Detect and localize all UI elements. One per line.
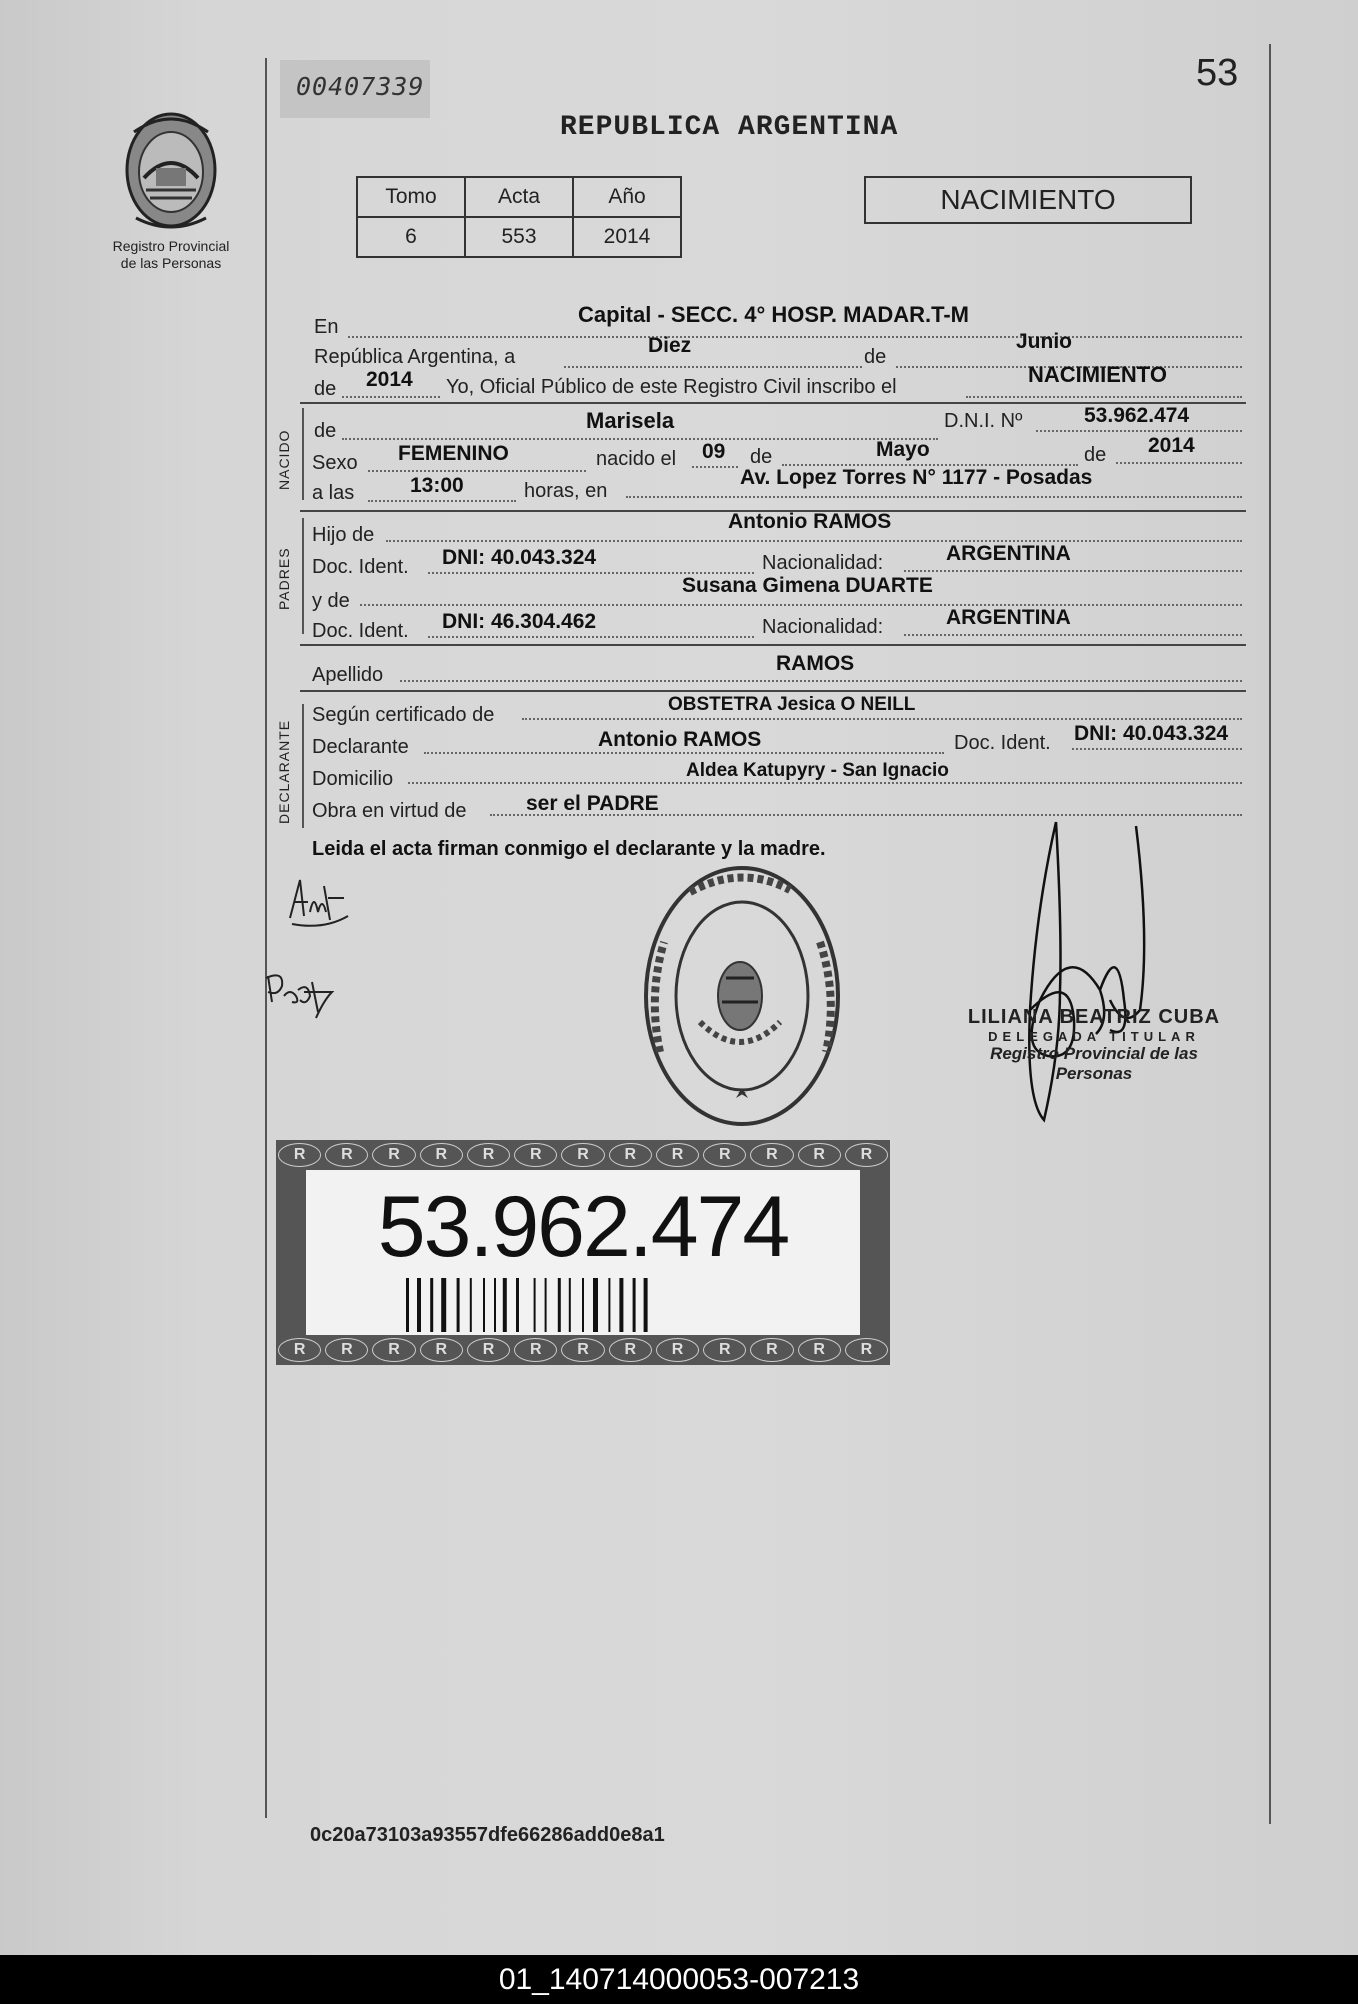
dotted-line — [360, 604, 1242, 606]
father-name-value: Antonio RAMOS — [728, 510, 892, 533]
dotted-line — [400, 680, 1242, 682]
section-label-nacido: NACIDO — [276, 429, 292, 490]
country-title: REPUBLICA ARGENTINA — [560, 112, 899, 143]
barcode-bar — [417, 1278, 421, 1332]
father-nacionalidad-label: Nacionalidad: — [762, 552, 884, 574]
official-office: Registro Provincial de las Personas — [990, 1044, 1198, 1083]
declarante-name-value: Antonio RAMOS — [598, 728, 762, 751]
barcode-bar — [633, 1278, 636, 1332]
barcode-bar — [558, 1278, 561, 1332]
apellido-value: RAMOS — [776, 652, 855, 675]
republica-label: República Argentina, a — [314, 346, 516, 368]
en-label: En — [314, 316, 339, 338]
table-value-acta: 553 — [465, 217, 573, 257]
table-value-tomo: 6 — [357, 217, 465, 257]
birth-year-value: 2014 — [1148, 434, 1195, 457]
barcode-bar — [457, 1278, 460, 1332]
dotted-line — [522, 718, 1242, 720]
barcode-bar — [582, 1278, 584, 1332]
dotted-line — [904, 634, 1242, 636]
serial-number: 00407339 — [280, 60, 430, 118]
barcode-bar — [608, 1278, 610, 1332]
domicilio-value: Aldea Katupyry - San Ignacio — [686, 760, 949, 781]
dotted-line — [386, 540, 1242, 542]
table-header-tomo: Tomo — [357, 177, 465, 217]
logo-caption-line2: de las Personas — [120, 255, 222, 271]
birth-de-label: de — [750, 446, 773, 468]
barcode-bar — [569, 1278, 571, 1332]
time-value: 13:00 — [410, 474, 464, 497]
domicilio-label: Domicilio — [312, 768, 394, 790]
birth-month-value: Mayo — [876, 438, 930, 461]
barcode-bar — [406, 1278, 409, 1332]
mother-doc-label: Doc. Ident. — [312, 620, 409, 642]
footer-file-id: 01_140714000053-007213 — [0, 1955, 1358, 2004]
barcode-bar — [593, 1278, 598, 1332]
barcode-bar — [430, 1278, 433, 1332]
dotted-line — [1036, 430, 1242, 432]
dotted-line — [692, 466, 738, 468]
dotted-line — [342, 396, 440, 398]
mother-doc-value: DNI: 46.304.462 — [442, 610, 597, 633]
obra-value: ser el PADRE — [526, 792, 659, 815]
section-label-declarante: DECLARANTE — [276, 719, 292, 824]
barcode-label — [276, 1140, 890, 1365]
section-bracket — [302, 408, 304, 500]
declarante-doc-value: DNI: 40.043.324 — [1074, 722, 1229, 745]
dotted-line — [904, 570, 1242, 572]
mother-name-value: Susana Gimena DUARTE — [682, 574, 933, 597]
closing-statement: Leida el acta firman conmigo el declarante y la madre. — [312, 838, 826, 860]
child-name-value: Marisela — [586, 408, 675, 433]
official-role: DELEGADA TITULAR — [988, 1029, 1200, 1044]
dotted-line — [564, 366, 862, 368]
a-las-label: a las — [312, 482, 355, 504]
sexo-label: Sexo — [312, 452, 358, 474]
birth-place-value: Av. Lopez Torres N° 1177 - Posadas — [740, 466, 1093, 489]
mother-nacionalidad-label: Nacionalidad: — [762, 616, 884, 638]
logo-caption — [96, 238, 246, 272]
birth-day-value: 09 — [702, 440, 726, 463]
dotted-line — [428, 636, 754, 638]
dotted-line — [342, 438, 938, 440]
section-bracket — [302, 518, 304, 634]
barcode-bar — [483, 1278, 485, 1332]
certificado-value: OBSTETRA Jesica O NEILL — [668, 694, 916, 715]
declarante-doc-label: Doc. Ident. — [954, 732, 1051, 754]
year-value: 2014 — [366, 368, 413, 391]
mother-signature — [262, 962, 338, 1022]
table-header-acta: Acta — [465, 177, 573, 217]
logo-caption-line1: Registro Provincial — [112, 238, 230, 254]
inscribo-text: Yo, Oficial Público de este Registro Civil inscribo el — [446, 376, 897, 398]
nacido-de-label: de — [314, 420, 337, 442]
declarante-label: Declarante — [312, 736, 409, 758]
barcode-number: 53.962.474 — [377, 1179, 789, 1275]
dotted-line — [368, 470, 586, 472]
barcode-inner — [306, 1170, 860, 1335]
nacido-el-label: nacido el — [596, 448, 677, 470]
father-doc-value: DNI: 40.043.324 — [442, 546, 597, 569]
barcode-bar — [619, 1278, 623, 1332]
father-doc-label: Doc. Ident. — [312, 556, 409, 578]
barcode-bar — [494, 1278, 496, 1332]
inscribo-value: NACIMIENTO — [1028, 362, 1167, 387]
record-table — [356, 176, 682, 258]
day-value: Diez — [648, 334, 692, 357]
child-dni-value: 53.962.474 — [1084, 404, 1190, 427]
obra-label: Obra en virtud de — [312, 800, 467, 822]
certificado-label: Según certificado de — [312, 704, 495, 726]
dotted-line — [966, 396, 1242, 398]
dotted-line — [626, 496, 1242, 498]
section-label-padres: PADRES — [276, 547, 292, 610]
location-value: Capital - SECC. 4° HOSP. MADAR.T-M — [578, 302, 969, 327]
barcode-top-pattern: R R R R R R R R R R R R R — [276, 1140, 890, 1170]
barcode-bars — [406, 1278, 762, 1332]
official-block — [954, 1006, 1234, 1084]
right-margin-line — [1269, 44, 1271, 1824]
office-stamp — [640, 862, 844, 1130]
birth-de-label-2: de — [1084, 444, 1107, 466]
sexo-value: FEMENINO — [398, 442, 509, 465]
record-type-box: NACIMIENTO — [864, 176, 1192, 224]
section-divider — [300, 644, 1246, 646]
barcode-bottom-pattern: R R R R R R R R R R R R R — [276, 1335, 890, 1365]
dotted-line — [368, 500, 516, 502]
section-bracket — [302, 704, 304, 828]
section-divider — [300, 690, 1246, 692]
dotted-line — [348, 336, 1242, 338]
barcode-bar — [470, 1278, 472, 1332]
barcode-bar — [644, 1278, 648, 1332]
y-de-label: y de — [312, 590, 350, 612]
dni-label: D.N.I. Nº — [944, 410, 1023, 432]
barcode-bar — [534, 1278, 536, 1332]
page-number: 53 — [1196, 52, 1239, 94]
de-label: de — [864, 346, 887, 368]
dotted-line — [1072, 748, 1242, 750]
father-nationality-value: ARGENTINA — [946, 542, 1071, 565]
hijo-de-label: Hijo de — [312, 524, 375, 546]
official-name: LILIANA BEATRIZ CUBA — [967, 1006, 1221, 1028]
month-value: Junio — [1016, 330, 1072, 353]
mother-nationality-value: ARGENTINA — [946, 606, 1071, 629]
barcode-bar — [516, 1278, 519, 1332]
dotted-line — [408, 782, 1242, 784]
dotted-line — [1116, 462, 1242, 464]
de-year-label: de — [314, 378, 337, 400]
table-value-anio: 2014 — [573, 217, 681, 257]
document-hash: 0c20a73103a93557dfe66286add0e8a1 — [310, 1824, 665, 1846]
table-header-anio: Año — [573, 177, 681, 217]
horas-label: horas, en — [524, 480, 608, 502]
left-margin-line — [265, 58, 267, 1818]
declarante-signature — [284, 872, 354, 932]
barcode-bar — [545, 1278, 547, 1332]
barcode-bar — [441, 1278, 446, 1332]
barcode-bar — [503, 1278, 507, 1332]
province-emblem-logo — [116, 108, 226, 238]
apellido-label: Apellido — [312, 664, 384, 686]
dotted-line — [424, 752, 944, 754]
